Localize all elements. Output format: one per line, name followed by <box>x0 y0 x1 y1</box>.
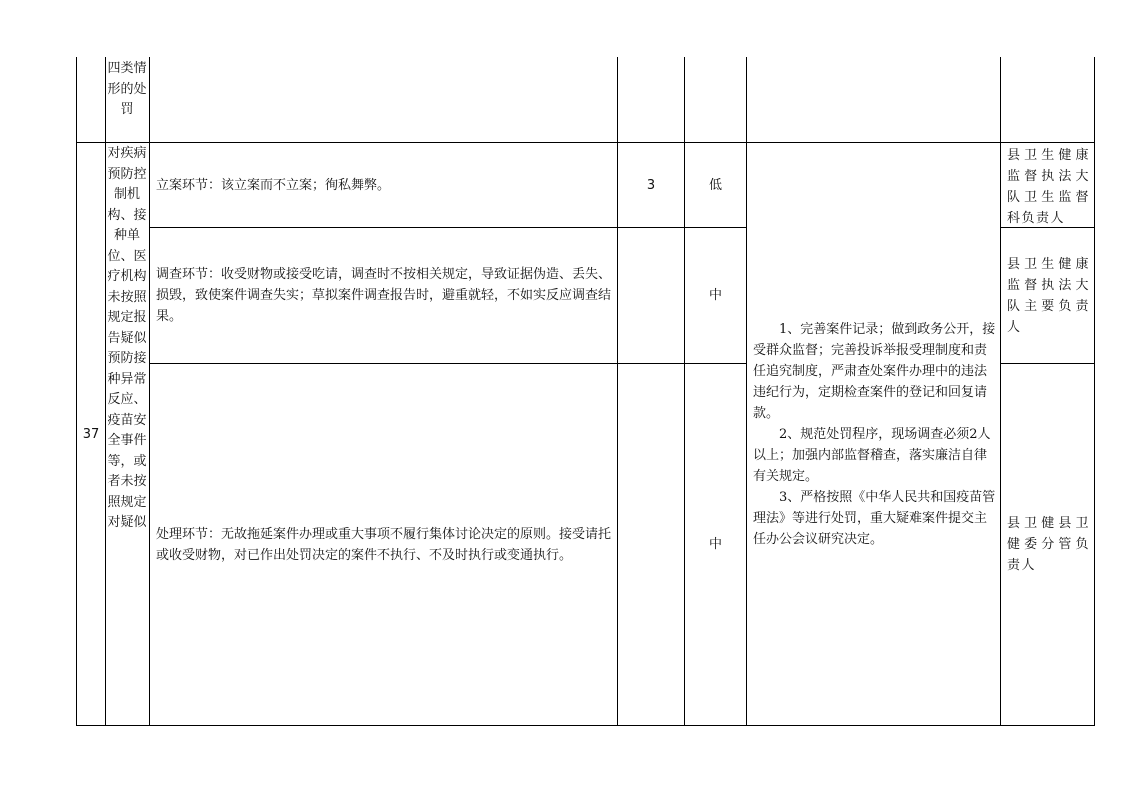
table-rule-v1 <box>105 57 106 726</box>
risk-score-filing <box>618 143 684 227</box>
risk-level-handling-value: 中 <box>708 537 722 552</box>
responsible-handling <box>1007 513 1090 593</box>
risk-point-handling-text: 处理环节：无故拖延案件办理或重大事项不履行集体讨论决定的原则。接受请托或收受财物，对已作出处罚决定的案件不执行、不及时执行或变通执行。 <box>156 526 612 563</box>
risk-point-investigation <box>156 228 612 363</box>
table-rule-v5 <box>746 57 747 726</box>
risk-point-filing-text: 立案环节：该立案而不立案；徇私舞弊。 <box>156 177 391 193</box>
table-border-bottom <box>76 725 1095 726</box>
item-category-text: 对疾病预防控制机构、接种单位、医疗机构未按照规定报告疑似预防接种异常反应、疫苗安全事件等，或者未按照规定对疑似 <box>107 146 147 530</box>
responsible-investigation-text: 县卫生健康监督执法大队主要负责人 <box>1007 257 1090 335</box>
risk-score-handling <box>618 364 684 725</box>
risk-level-filing-value: 低 <box>708 177 722 193</box>
prevention-measures-list <box>753 319 996 550</box>
table-border-right <box>1094 57 1095 726</box>
item-seq-cell <box>77 143 105 725</box>
item-category-cell <box>107 144 147 724</box>
responsible-filing-text: 县卫生健康监督执法大队卫生监督科负责人 <box>1007 148 1090 226</box>
risk-point-investigation-text: 调查环节：收受财物或接受吃请，调查时不按相关规定，导致证据伪造、丢失、损毁，致使案件调查失实；草拟案件调查报告时，避重就轻，不如实反应调查结果。 <box>156 267 612 324</box>
prevention-measures-cell <box>753 143 996 725</box>
table-rule-v6 <box>1000 57 1001 726</box>
row-rule-after-investigation-resp <box>1000 363 1095 364</box>
risk-level-investigation-value: 中 <box>708 288 722 303</box>
responsible-investigation <box>1007 254 1090 354</box>
risk-level-investigation <box>685 228 746 363</box>
risk-point-filing <box>156 143 612 227</box>
previous-category-cell <box>107 59 147 141</box>
risk-point-handling <box>156 364 612 725</box>
risk-score-filing-value: 3 <box>646 177 656 193</box>
item-seq-number: 37 <box>82 426 100 442</box>
responsible-handling-text: 县卫健县卫健委分管负责人 <box>1007 516 1090 573</box>
table-rule-v2 <box>149 57 150 726</box>
row-rule-after-filing-resp <box>1000 227 1095 228</box>
previous-category-text: 四类情形的处罚 <box>107 61 147 117</box>
risk-level-handling <box>685 364 746 725</box>
measure-item: 2、规范处罚程序，现场调查必须2人以上；加强内部监督稽查，落实廉洁自律有关规定。 <box>753 426 991 484</box>
risk-level-filing <box>685 143 746 227</box>
risk-score-investigation <box>618 228 684 363</box>
measure-item: 3、严格按照《中华人民共和国疫苗管理法》等进行处罚，重大疑难案件提交主任办公会议研究决定。 <box>753 489 996 547</box>
responsible-filing <box>1007 145 1090 227</box>
measure-item: 1、完善案件记录；做到政务公开，接受群众监督；完善投诉举报受理制度和责任追究制度，严肃查处案件办理中的违法违纪行为，定期检查案件的登记和回复请款。 <box>753 321 996 421</box>
